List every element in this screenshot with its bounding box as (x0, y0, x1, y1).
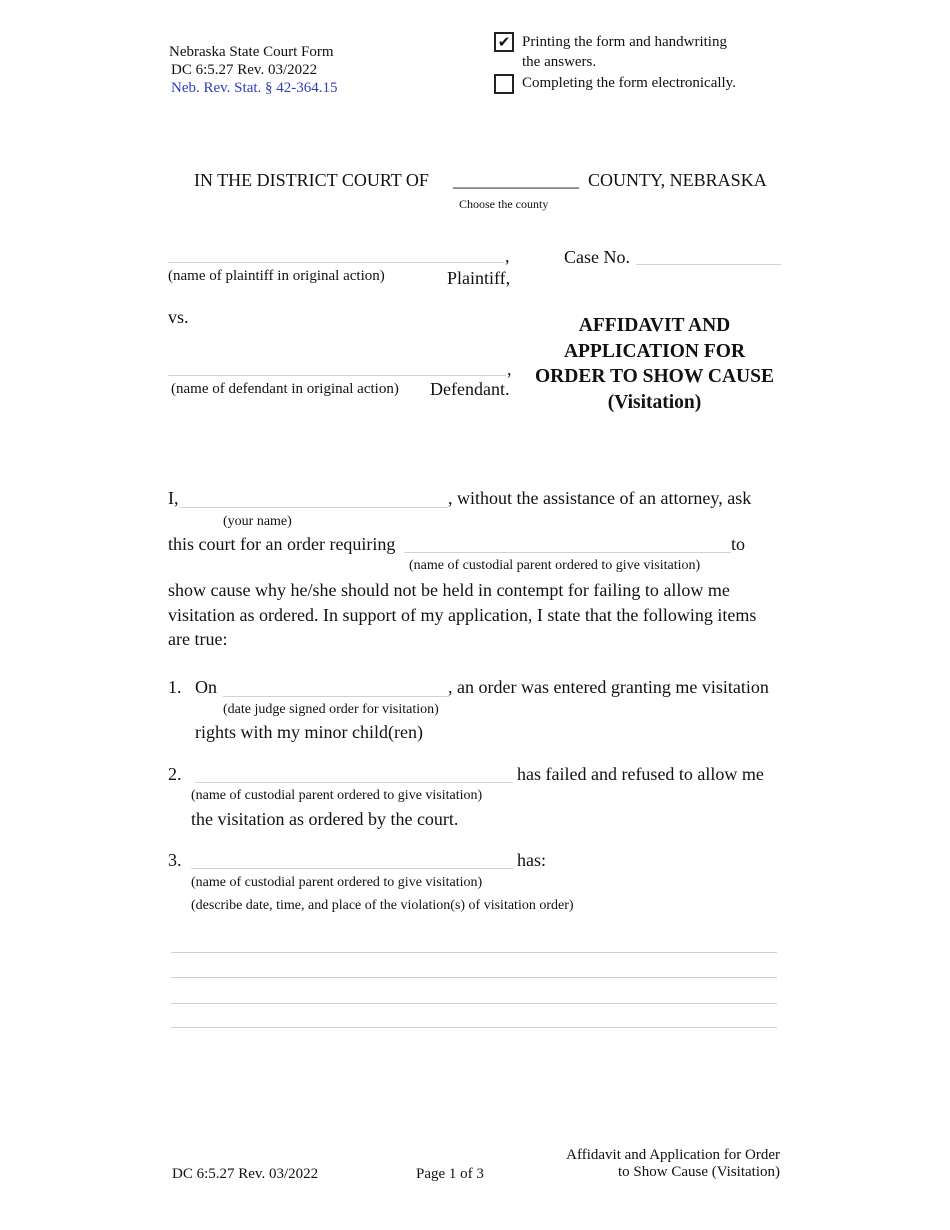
form-name: Nebraska State Court Form (169, 44, 334, 60)
item-3-hint: (name of custodial parent ordered to give visitation) (191, 875, 483, 890)
item-1-text: , an order was entered granting me visitation (448, 677, 769, 697)
form-code: DC 6:5.27 Rev. 03/2022 (171, 62, 318, 78)
footer-title (566, 1147, 780, 1181)
county-hint: Choose the county (459, 197, 549, 211)
county-select[interactable]: ______________ (453, 170, 579, 190)
violation-line-3[interactable] (171, 1003, 777, 1004)
item-3-text: has: (517, 850, 546, 870)
i-prefix: I, (168, 488, 179, 508)
title-line-1: AFFIDAVIT AND (578, 315, 731, 336)
title-line-2: APPLICATION FOR (563, 340, 746, 362)
defendant-hint: (name of defendant in original action) (171, 381, 399, 397)
printing-option-label-cont: the answers. (522, 54, 597, 70)
title-line-3: ORDER TO SHOW CAUSE (535, 366, 774, 387)
violation-line-4[interactable] (171, 1027, 777, 1028)
case-no-label: Case No. (564, 247, 630, 267)
document-title (522, 313, 787, 415)
plaintiff-hint: (name of plaintiff in original action) (168, 268, 385, 284)
plaintiff-name-input[interactable] (168, 262, 504, 263)
defendant-name-input[interactable] (168, 375, 506, 376)
footer-title-line-2: to Show Cause (Visitation) (617, 1164, 780, 1180)
item-3-number: 3. (168, 850, 182, 870)
requiring-text: this court for an order requiring (168, 534, 396, 554)
violation-line-2[interactable] (171, 977, 777, 978)
intro-text: , without the assistance of an attorney, ask (448, 488, 752, 508)
plaintiff-label: Plaintiff, (447, 268, 511, 288)
footer-title-line-1: Affidavit and Application for Order (566, 1147, 780, 1163)
electronic-checkbox[interactable] (494, 74, 514, 94)
violation-hint: (describe date, time, and place of the violation(s) of visitation order) (191, 898, 574, 913)
footer-form-code: DC 6:5.27 Rev. 03/2022 (172, 1166, 319, 1182)
custodial-parent-input[interactable] (404, 552, 731, 553)
court-suffix: COUNTY, NEBRASKA (588, 170, 767, 190)
electronic-option-label: Completing the form electronically. (522, 75, 736, 91)
title-line-4: (Visitation) (607, 391, 702, 413)
statute-link[interactable]: Neb. Rev. Stat. § 42-364.15 (171, 80, 338, 96)
vs-label: vs. (168, 307, 189, 327)
footer-page-number: Page 1 of 3 (416, 1166, 484, 1182)
item-1-on: On (195, 677, 217, 697)
printing-option-label: Printing the form and handwriting (522, 34, 727, 50)
court-prefix: IN THE DISTRICT COURT OF (194, 170, 429, 190)
show-cause-paragraph (168, 578, 756, 652)
order-date-input[interactable] (223, 696, 449, 697)
custodial-hint: (name of custodial parent ordered to give visitation) (409, 558, 701, 573)
item-1-line-2: rights with my minor child(ren) (195, 722, 423, 742)
violation-line-1[interactable] (171, 952, 777, 953)
to-text: to (731, 534, 746, 554)
show-cause-line-3: are true: (168, 629, 228, 649)
item-1-number: 1. (168, 677, 182, 697)
item-2-text: has failed and refused to allow me (517, 764, 764, 784)
item-2-number: 2. (168, 764, 182, 784)
show-cause-line-1: show cause why he/she should not be held in contempt for failing to allow me (168, 580, 730, 600)
plaintiff-comma: , (505, 246, 510, 266)
your-name-input[interactable] (180, 507, 448, 508)
defendant-label: Defendant. (430, 379, 510, 399)
item-3-parent-input[interactable] (191, 868, 513, 869)
item-2-parent-input[interactable] (195, 782, 513, 783)
case-no-input[interactable] (636, 264, 781, 265)
printing-checkbox[interactable]: ✔ (494, 32, 514, 52)
item-2-hint: (name of custodial parent ordered to give visitation) (191, 788, 483, 803)
order-date-hint: (date judge signed order for visitation) (223, 702, 439, 717)
item-2-line-2: the visitation as ordered by the court. (191, 809, 459, 829)
show-cause-line-2: visitation as ordered. In support of my application, I state that the following items (168, 604, 757, 625)
defendant-comma: , (507, 359, 512, 379)
your-name-hint: (your name) (223, 514, 292, 529)
